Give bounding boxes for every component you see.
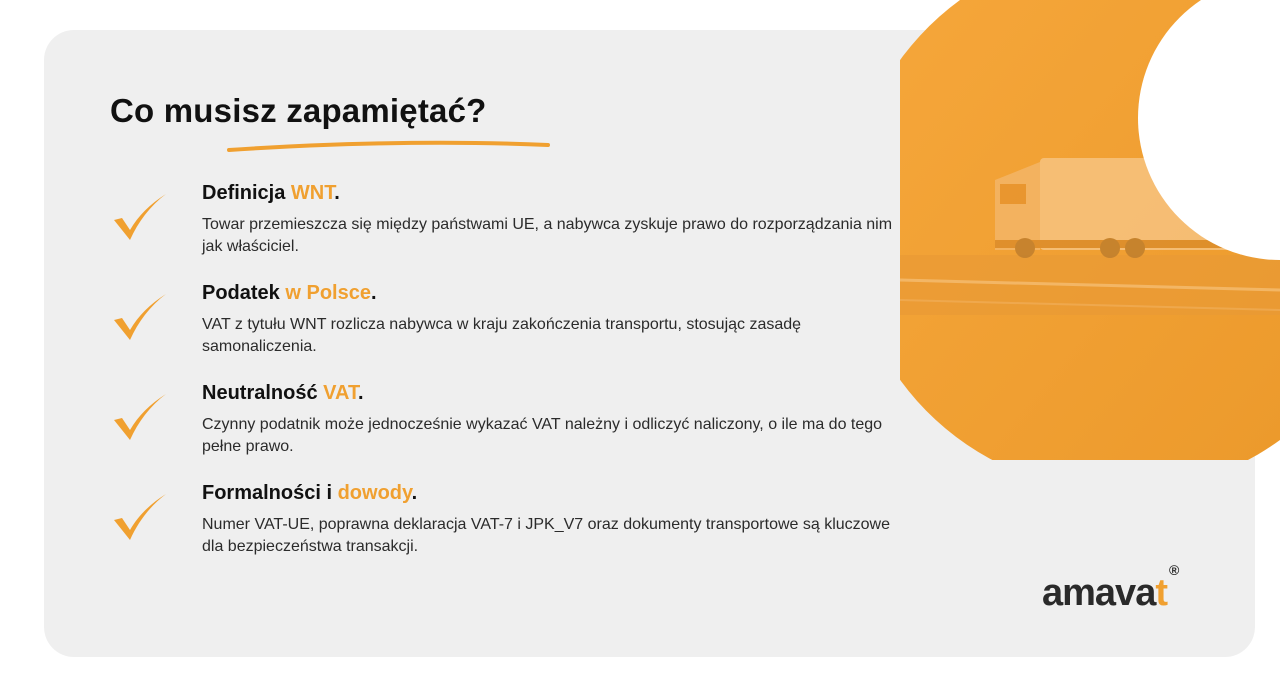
list-item — [108, 380, 928, 480]
checkmark-icon — [108, 388, 170, 450]
item-heading: Podatek w Polsce. — [202, 282, 377, 304]
list-item — [108, 280, 928, 380]
list-item — [108, 480, 928, 580]
item-heading: Definicja WNT. — [202, 182, 340, 204]
item-heading: Formalności i dowody. — [202, 482, 418, 504]
checkmark-icon — [108, 488, 170, 550]
item-description: VAT z tytułu WNT rozlicza nabywca w kraju zakończenia transportu, stosując zasadę samonaliczenia. — [202, 316, 802, 355]
page-title: Co musisz zapamiętać? — [110, 92, 487, 129]
item-description: Czynny podatnik może jednocześnie wykazać VAT należny i odliczyć naliczony, o ile ma do tego pełne prawo. — [202, 416, 883, 455]
key-points-list — [108, 180, 928, 580]
checkmark-icon — [108, 288, 170, 350]
item-description: Numer VAT-UE, poprawna deklaracja VAT-7 i JPK_V7 oraz dokumenty transportowe są kluczowe dla bezpieczeństwa transakcji. — [202, 516, 891, 555]
checkmark-icon — [108, 188, 170, 250]
title-underline-decoration — [226, 136, 552, 156]
brand-logo: amavat® — [1042, 562, 1179, 614]
item-description: Towar przemieszcza się między państwami UE, a nabywca zyskuje prawo do rozporządzania nim jak właściciel. — [202, 216, 893, 255]
list-item — [108, 180, 928, 280]
item-heading: Neutralność VAT. — [202, 382, 364, 404]
